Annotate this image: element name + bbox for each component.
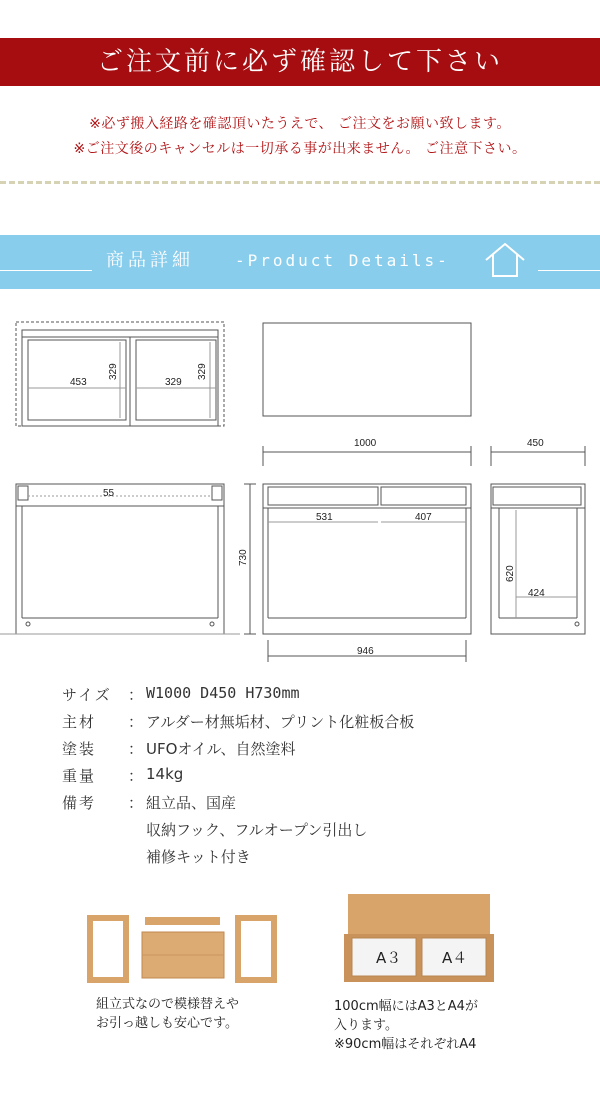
home-icon	[484, 240, 526, 280]
dim-620: 620	[505, 565, 516, 582]
spec-value-notes: 組立品、国産	[146, 794, 237, 812]
dashed-divider	[0, 181, 600, 184]
spec-label-notes: 備考	[62, 794, 97, 812]
spec-value-material: アルダー材無垢材、プリント化粧板合板	[146, 713, 415, 731]
drawer-caption-3: ※90cm幅はそれぞれA4	[334, 1037, 477, 1052]
spec-label-size: サイズ	[62, 686, 112, 704]
desk-back-view	[16, 484, 224, 634]
spec-label-weight: 重量	[62, 767, 97, 785]
notice-title: ご注文前に必ず確認して下さい	[96, 47, 503, 77]
spec-colon: ：	[128, 767, 144, 785]
spec-value-size: W1000 D450 H730mm	[146, 684, 300, 702]
header-rule-right	[538, 270, 600, 271]
label-a3: A３	[376, 949, 402, 967]
details-title: 商品詳細	[106, 250, 194, 271]
spec-label-finish: 塗装	[62, 740, 97, 758]
spec-label-material: 主材	[62, 713, 97, 731]
label-a4: A４	[442, 949, 468, 967]
dim-407: 407	[415, 512, 432, 523]
dim-329-b: 329	[165, 377, 182, 388]
spec-colon: ：	[128, 740, 144, 758]
drawer-caption-2: 入ります。	[334, 1018, 398, 1033]
parts-caption-1: 組立式なので模様替えや	[96, 997, 240, 1012]
dim-55: 55	[103, 488, 115, 499]
dim-450: 450	[527, 438, 544, 449]
shelf-top-view	[16, 322, 224, 426]
dimension-labels	[70, 363, 545, 657]
notice-line-2: ※ご注文後のキャンセルは一切承る事が出来ません。 ご注意下さい。	[73, 141, 527, 157]
dim-531: 531	[316, 512, 333, 523]
spec-colon: ：	[128, 713, 144, 731]
desk-side-view	[491, 484, 585, 634]
spec-value-finish: UFOオイル、自然塗料	[146, 740, 296, 758]
parts-caption-2: お引っ越しも安心です。	[96, 1016, 238, 1031]
spec-colon: ：	[128, 794, 144, 812]
spec-value-weight: 14kg	[146, 765, 184, 783]
dimension-drawings	[0, 300, 600, 670]
dim-1000: 1000	[354, 438, 377, 449]
desk-top-plan	[263, 323, 471, 416]
dim-730: 730	[238, 549, 249, 566]
drawer-photo	[344, 890, 494, 986]
desk-front-view	[263, 484, 471, 634]
notice-line-1: ※必ず搬入経路を確認頂いたうえで、 ご注文をお願い致します。	[89, 116, 511, 132]
details-subtitle: -Product Details-	[235, 251, 450, 270]
dim-329-a: 329	[108, 363, 119, 380]
dim-946: 946	[357, 646, 374, 657]
parts-photo	[80, 910, 290, 985]
header-rule-left	[0, 270, 92, 271]
dim-424: 424	[528, 588, 545, 599]
spec-value-notes-3: 補修キット付き	[146, 848, 251, 866]
drawer-caption-1: 100cm幅にはA3とA4が	[334, 999, 478, 1014]
dim-329-c: 329	[197, 363, 208, 380]
dim-453: 453	[70, 377, 87, 388]
spec-colon: ：	[128, 686, 144, 704]
spec-value-notes-2: 収納フック、フルオープン引出し	[146, 821, 368, 839]
